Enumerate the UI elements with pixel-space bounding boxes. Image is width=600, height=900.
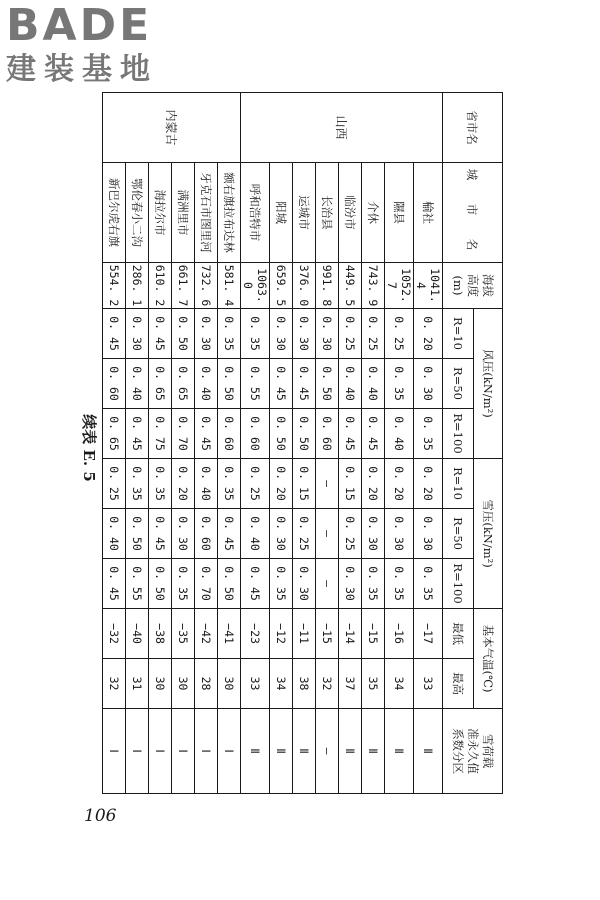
table-row (103, 93, 126, 794)
altitude-cell: 554. 2 (103, 263, 126, 309)
snow-r10-cell: 0. 20 (172, 459, 195, 509)
header-snow-zone-l1: 雪荷载 (481, 733, 495, 769)
altitude-cell: 659. 5 (270, 263, 293, 309)
page-number: 106 (84, 806, 117, 826)
snow-zone-cell: Ⅰ (195, 709, 218, 794)
altitude-cell: 286. 1 (126, 263, 149, 309)
wind-r10-cell: 0. 45 (103, 309, 126, 359)
snow-r100-cell: — (316, 559, 339, 609)
wind-r10-cell: 0. 25 (362, 309, 385, 359)
table-row (293, 93, 316, 794)
temp-min-cell: −42 (195, 609, 218, 659)
snow-r100-cell: 0. 50 (149, 559, 172, 609)
altitude-cell: 1052. 7 (385, 263, 414, 309)
wind-r100-cell: 0. 60 (241, 409, 270, 459)
wind-r50-cell: 0. 60 (103, 359, 126, 409)
header-altitude-l2: 高度 (466, 274, 480, 297)
wind-r10-cell: 0. 20 (414, 309, 443, 359)
header-temp-max: 最高 (443, 659, 474, 709)
header-temp-min: 最低 (443, 609, 474, 659)
snow-r50-cell: 0. 40 (103, 509, 126, 559)
altitude-cell: 991. 8 (316, 263, 339, 309)
snow-r10-cell: 0. 20 (385, 459, 414, 509)
city-cell: 榆社 (414, 163, 443, 263)
city-cell: 长治县 (316, 163, 339, 263)
header-altitude-l3: (m) (451, 275, 465, 296)
snow-r50-cell: 0. 30 (172, 509, 195, 559)
snow-r100-cell: 0. 45 (103, 559, 126, 609)
wind-r50-cell: 0. 40 (362, 359, 385, 409)
city-cell: 海拉尔市 (149, 163, 172, 263)
snow-zone-cell: Ⅰ (149, 709, 172, 794)
logo-wordmark: BADE (6, 0, 153, 51)
table-body (103, 93, 443, 794)
header-city: 城 市 名 (443, 163, 503, 263)
bade-logo (6, 0, 178, 90)
snow-r10-cell: 0. 35 (149, 459, 172, 509)
header-snow-r100: R=100 (443, 559, 474, 609)
wind-r10-cell: 0. 30 (126, 309, 149, 359)
city-cell: 运城市 (293, 163, 316, 263)
snow-r100-cell: 0. 35 (414, 559, 443, 609)
wind-r50-cell: 0. 65 (172, 359, 195, 409)
wind-r100-cell: 0. 60 (316, 409, 339, 459)
wind-r10-cell: 0. 45 (149, 309, 172, 359)
snow-zone-cell: Ⅱ (385, 709, 414, 794)
header-basic-temperature: 基本气温(℃) (474, 609, 503, 709)
climate-data-table (102, 92, 503, 794)
snow-r10-cell: — (316, 459, 339, 509)
wind-r100-cell: 0. 70 (172, 409, 195, 459)
temp-max-cell: 37 (339, 659, 362, 709)
wind-r50-cell: 0. 55 (241, 359, 270, 409)
wind-r10-cell: 0. 30 (270, 309, 293, 359)
snow-zone-cell: Ⅱ (293, 709, 316, 794)
header-altitude (443, 263, 503, 309)
city-cell: 满洲里市 (172, 163, 195, 263)
wind-r100-cell: 0. 45 (195, 409, 218, 459)
temp-max-cell: 30 (218, 659, 241, 709)
altitude-cell: 1041. 4 (414, 263, 443, 309)
snow-zone-cell: Ⅱ (362, 709, 385, 794)
snow-r50-cell: 0. 25 (293, 509, 316, 559)
wind-r100-cell: 0. 75 (149, 409, 172, 459)
snow-r50-cell: 0. 30 (385, 509, 414, 559)
altitude-cell: 743. 9 (362, 263, 385, 309)
snow-r10-cell: 0. 40 (195, 459, 218, 509)
temp-max-cell: 33 (414, 659, 443, 709)
city-cell: 牙克石市图里河 (195, 163, 218, 263)
rotated-table-wrapper (98, 92, 503, 793)
wind-r50-cell: 0. 30 (414, 359, 443, 409)
altitude-cell: 661. 7 (172, 263, 195, 309)
wind-r10-cell: 0. 30 (195, 309, 218, 359)
header-wind-pressure: 风压(kN/m²) (474, 309, 503, 459)
temp-max-cell: 30 (172, 659, 195, 709)
temp-min-cell: −17 (414, 609, 443, 659)
altitude-cell: 1063. 0 (241, 263, 270, 309)
snow-r100-cell: 0. 55 (126, 559, 149, 609)
altitude-cell: 449. 5 (339, 263, 362, 309)
city-cell: 额右旗拉布达林 (218, 163, 241, 263)
altitude-cell: 376. 0 (293, 263, 316, 309)
snow-r50-cell: 0. 45 (149, 509, 172, 559)
snow-r100-cell: 0. 35 (362, 559, 385, 609)
temp-min-cell: −14 (339, 609, 362, 659)
table-row (339, 93, 362, 794)
table-row (362, 93, 385, 794)
wind-r10-cell: 0. 30 (293, 309, 316, 359)
header-altitude-l1: 海拔 (481, 274, 495, 297)
snow-r100-cell: 0. 45 (241, 559, 270, 609)
snow-r10-cell: 0. 25 (103, 459, 126, 509)
wind-r50-cell: 0. 35 (385, 359, 414, 409)
temp-max-cell: 38 (293, 659, 316, 709)
temp-min-cell: −11 (293, 609, 316, 659)
wind-r50-cell: 0. 40 (126, 359, 149, 409)
table-row (218, 93, 241, 794)
table-row (195, 93, 218, 794)
wind-r100-cell: 0. 35 (414, 409, 443, 459)
temp-min-cell: −12 (270, 609, 293, 659)
city-cell: 鄂伦春小二沟 (126, 163, 149, 263)
wind-r50-cell: 0. 45 (293, 359, 316, 409)
temp-max-cell: 34 (270, 659, 293, 709)
temp-max-cell: 32 (316, 659, 339, 709)
temp-min-cell: −32 (103, 609, 126, 659)
logo-subtitle: 建装基地 (6, 52, 158, 87)
table-row (316, 93, 339, 794)
snow-r10-cell: 0. 35 (126, 459, 149, 509)
city-cell: 新巴尔虎右旗 (103, 163, 126, 263)
snow-r10-cell: 0. 15 (293, 459, 316, 509)
wind-r100-cell: 0. 60 (218, 409, 241, 459)
header-snow-zone-l2: 准永久值 (466, 728, 480, 775)
province-cell: 山西 (241, 93, 443, 163)
snow-r10-cell: 0. 25 (241, 459, 270, 509)
city-cell: 阳城 (270, 163, 293, 263)
wind-r100-cell: 0. 45 (362, 409, 385, 459)
snow-r10-cell: 0. 20 (270, 459, 293, 509)
header-wind-r100: R=100 (443, 409, 474, 459)
header-wind-r10: R=10 (443, 309, 474, 359)
temp-min-cell: −41 (218, 609, 241, 659)
wind-r50-cell: 0. 65 (149, 359, 172, 409)
wind-r50-cell: 0. 50 (218, 359, 241, 409)
snow-r10-cell: 0. 20 (362, 459, 385, 509)
snow-r50-cell: 0. 25 (339, 509, 362, 559)
temp-max-cell: 32 (103, 659, 126, 709)
table-row (385, 93, 414, 794)
wind-r100-cell: 0. 45 (339, 409, 362, 459)
header-snow-zone (443, 709, 503, 794)
temp-min-cell: −23 (241, 609, 270, 659)
table-row (172, 93, 195, 794)
header-snow-zone-l3: 系数分区 (451, 728, 465, 775)
snow-r100-cell: 0. 30 (339, 559, 362, 609)
snow-r10-cell: 0. 35 (218, 459, 241, 509)
table-row (241, 93, 270, 794)
snow-r100-cell: 0. 30 (293, 559, 316, 609)
wind-r10-cell: 0. 35 (218, 309, 241, 359)
snow-r50-cell: — (316, 509, 339, 559)
snow-r50-cell: 0. 45 (218, 509, 241, 559)
altitude-cell: 610. 2 (149, 263, 172, 309)
header-province: 省市名 (443, 93, 503, 163)
altitude-cell: 581. 4 (218, 263, 241, 309)
altitude-cell: 732. 6 (195, 263, 218, 309)
temp-min-cell: −38 (149, 609, 172, 659)
snow-zone-cell: Ⅱ (270, 709, 293, 794)
temp-max-cell: 34 (385, 659, 414, 709)
table-caption: 续表 E. 5 (80, 414, 98, 482)
temp-min-cell: −16 (385, 609, 414, 659)
snow-r100-cell: 0. 50 (218, 559, 241, 609)
snow-zone-cell: Ⅱ (241, 709, 270, 794)
wind-r100-cell: 0. 50 (270, 409, 293, 459)
snow-r50-cell: 0. 30 (414, 509, 443, 559)
snow-r100-cell: 0. 35 (270, 559, 293, 609)
temp-max-cell: 28 (195, 659, 218, 709)
snow-zone-cell: Ⅰ (218, 709, 241, 794)
temp-max-cell: 33 (241, 659, 270, 709)
table-row (414, 93, 443, 794)
city-cell: 临汾市 (339, 163, 362, 263)
city-cell: 隰县 (385, 163, 414, 263)
header-row-top (474, 93, 503, 794)
wind-r50-cell: 0. 45 (270, 359, 293, 409)
province-cell: 内蒙古 (103, 93, 241, 163)
city-cell: 介休 (362, 163, 385, 263)
header-snow-pressure: 雪压(kN/m²) (474, 459, 503, 609)
temp-max-cell: 35 (362, 659, 385, 709)
snow-r50-cell: 0. 40 (241, 509, 270, 559)
temp-min-cell: −15 (362, 609, 385, 659)
city-cell: 呼和浩特市 (241, 163, 270, 263)
snow-r100-cell: 0. 70 (195, 559, 218, 609)
table-row (126, 93, 149, 794)
snow-zone-cell: Ⅰ (172, 709, 195, 794)
temp-min-cell: −35 (172, 609, 195, 659)
wind-r10-cell: 0. 35 (241, 309, 270, 359)
wind-r50-cell: 0. 40 (339, 359, 362, 409)
table-row (149, 93, 172, 794)
snow-r10-cell: 0. 20 (414, 459, 443, 509)
wind-r100-cell: 0. 50 (293, 409, 316, 459)
wind-r100-cell: 0. 40 (385, 409, 414, 459)
wind-r10-cell: 0. 50 (172, 309, 195, 359)
snow-r100-cell: 0. 35 (385, 559, 414, 609)
snow-zone-cell: Ⅱ (339, 709, 362, 794)
snow-zone-cell: Ⅱ (414, 709, 443, 794)
temp-min-cell: −15 (316, 609, 339, 659)
wind-r100-cell: 0. 45 (126, 409, 149, 459)
snow-r50-cell: 0. 60 (195, 509, 218, 559)
snow-zone-cell: — (316, 709, 339, 794)
wind-r100-cell: 0. 65 (103, 409, 126, 459)
snow-zone-cell: Ⅰ (103, 709, 126, 794)
wind-r50-cell: 0. 50 (316, 359, 339, 409)
wind-r50-cell: 0. 40 (195, 359, 218, 409)
header-snow-r50: R=50 (443, 509, 474, 559)
temp-max-cell: 30 (149, 659, 172, 709)
snow-r100-cell: 0. 35 (172, 559, 195, 609)
header-wind-r50: R=50 (443, 359, 474, 409)
table-row (270, 93, 293, 794)
temp-min-cell: −40 (126, 609, 149, 659)
wind-r10-cell: 0. 30 (316, 309, 339, 359)
temp-max-cell: 31 (126, 659, 149, 709)
snow-r50-cell: 0. 30 (362, 509, 385, 559)
snow-zone-cell: Ⅰ (126, 709, 149, 794)
snow-r10-cell: 0. 15 (339, 459, 362, 509)
wind-r10-cell: 0. 25 (385, 309, 414, 359)
snow-r50-cell: 0. 50 (126, 509, 149, 559)
wind-r10-cell: 0. 25 (339, 309, 362, 359)
header-snow-r10: R=10 (443, 459, 474, 509)
snow-r50-cell: 0. 30 (270, 509, 293, 559)
